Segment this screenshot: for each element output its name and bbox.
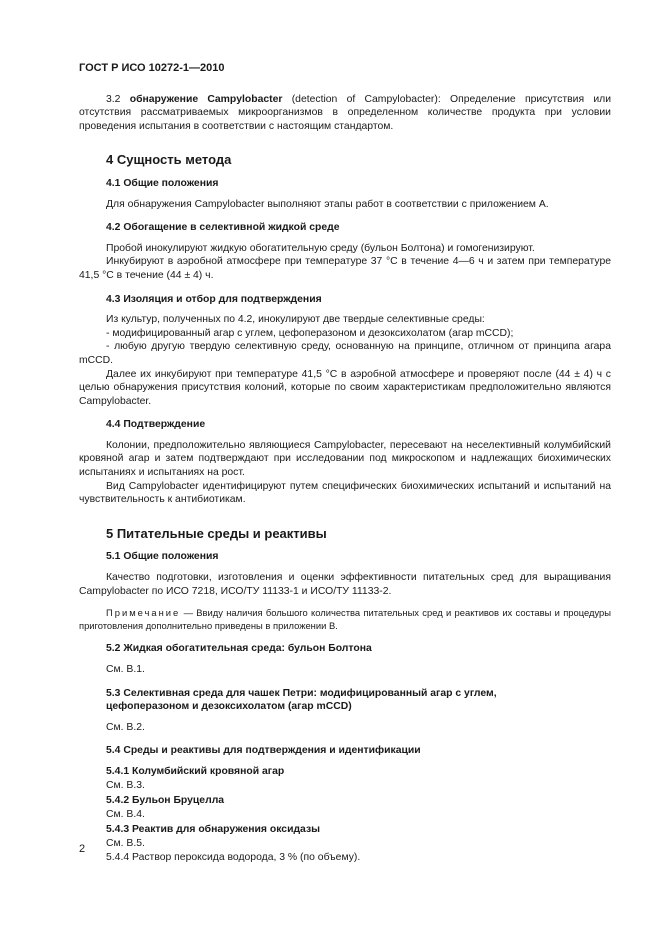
section-5-4-3-text: См. В.5. bbox=[106, 837, 145, 849]
section-5-1-title: 5.1 Общие положения bbox=[106, 551, 219, 563]
section-5-1-note bbox=[79, 607, 611, 632]
section-4-4-para-2: Вид Campylobacter идентифицируют путем специфических биохимических испытаний и испытаний на чувствительность к антибиотикам. bbox=[79, 480, 611, 506]
section-5-title: 5 Питательные среды и реактивы bbox=[106, 525, 327, 541]
note-label: Примечание bbox=[106, 607, 181, 619]
section-4-2-para-1: Пробой инокулируют жидкую обогатительную среду (бульон Болтона) и гомогенизируют. bbox=[106, 242, 535, 254]
section-5-3-text: См. В.2. bbox=[106, 721, 145, 733]
section-5-4-title: 5.4 Среды и реактивы для подтверждения и идентификации bbox=[106, 745, 421, 757]
section-5-4-1-title: 5.4.1 Колумбийский кровяной агар bbox=[106, 765, 285, 777]
section-4-3-para-1: Из культур, полученных по 4.2, инокулируют две твердые селективные среды: bbox=[106, 314, 485, 326]
section-4-3-para-2: - модифицированный агар с углем, цефоперазоном и дезоксихолатом (агар mCCD); bbox=[106, 327, 514, 339]
defined-term: обнаружение Campylobacter bbox=[129, 93, 283, 105]
definition-text: (detection of Campylobacter): Определение присутствия или отсутствия рассматриваемых микроорганизмов в определенном количестве продукта при условии проведения испытания в соответствии с настоящим стандартом. bbox=[79, 93, 612, 132]
section-5-1-text: Качество подготовки, изготовления и оценки эффективности питательных сред для выращивания Campylobacter по ИСО 7218, ИСО/ТУ 11133-1 и ИСО/ТУ 11133-2. bbox=[79, 572, 611, 597]
page-number: 2 bbox=[79, 843, 86, 855]
section-5-4-2-title: 5.4.2 Бульон Бруцелла bbox=[106, 795, 225, 807]
section-4-2-title: 4.2 Обогащение в селективной жидкой среде bbox=[106, 222, 340, 234]
section-4-1-text: Для обнаружения Campylobacter выполняют этапы работ в соответствии с приложением А. bbox=[106, 198, 549, 210]
section-5-4-1-text: См. В.3. bbox=[106, 779, 145, 791]
section-5-4-3-title: 5.4.3 Реактив для обнаружения оксидазы bbox=[106, 824, 320, 836]
section-5-4-2-text: См. В.4. bbox=[106, 808, 145, 820]
section-4-3-title: 4.3 Изоляция и отбор для подтверждения bbox=[106, 293, 322, 305]
document-header: ГОСТ Р ИСО 10272-1—2010 bbox=[79, 62, 225, 74]
section-5-3-title: 5.3 Селективная среда для чашек Петри: модифицированный агар с углем, цефоперазоном и дезоксихолатом (агар mCCD) bbox=[106, 687, 497, 713]
section-5-2-text: См. В.1. bbox=[106, 664, 145, 675]
section-4-1-title: 4.1 Общие положения bbox=[106, 177, 219, 189]
section-4-4-title: 4.4 Подтверждение bbox=[106, 419, 206, 431]
section-5-2-title: 5.2 Жидкая обогатительная среда: бульон Болтона bbox=[106, 643, 372, 655]
section-4-3-para-4: Далее их инкубируют при температуре 41,5 °С в аэробной атмосфере и проверяют после (44 ± 4) ч с целью обнаружения присутствия колоний, которые по своим характеристикам предположительно являются Campylobacter. bbox=[79, 368, 611, 407]
section-4-2-para-2: Инкубируют в аэробной атмосфере при температуре 37 °С в течение 4—6 ч и затем при температуре 41,5 °С в течение (44 ± 4) ч. bbox=[79, 256, 611, 281]
note-text: — Ввиду наличия большого количества питательных сред и реактивов их составы и процедуры приготовления дополнительно приведены в приложении В. bbox=[79, 607, 612, 631]
section-5-4-4-text: 5.4.4 Раствор пероксида водорода, 3 % (по объему). bbox=[106, 851, 361, 863]
section-4-title: 4 Сущность метода bbox=[106, 152, 232, 168]
clause-number: 3.2 bbox=[106, 93, 121, 105]
section-4-3-para-3: - любую другую твердую селективную среду, основанную на принципе, отличном от принципа агара mCCD. bbox=[79, 341, 611, 366]
section-4-4-para-1: Колонии, предположительно являющиеся Campylobacter, пересевают на неселективный колумбийский кровяной агар и затем подтверждают при исследовании под микроскопом и надлежащих биохимических испытаниях и испытаниях на рост. bbox=[79, 439, 611, 479]
definition-3-2 bbox=[79, 93, 611, 134]
